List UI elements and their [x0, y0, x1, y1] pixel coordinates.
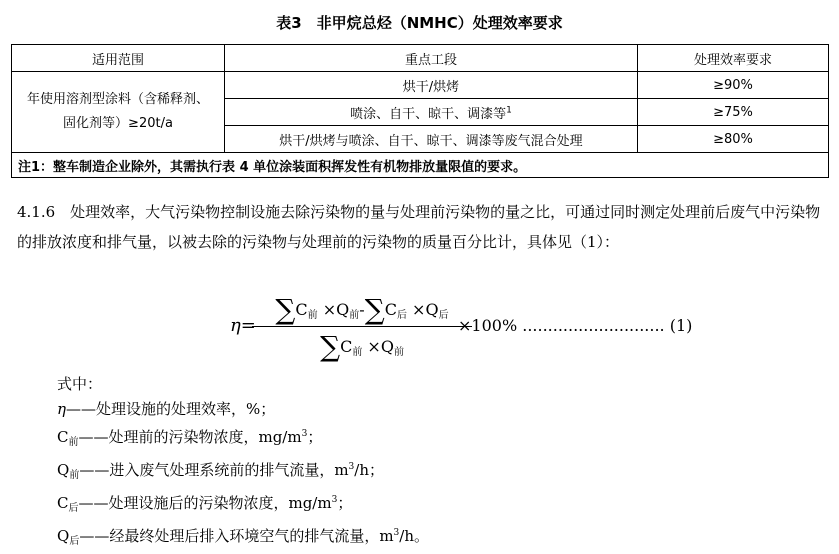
table-row [12, 72, 829, 99]
times-symbol: × [367, 337, 381, 356]
efficiency-cell: ≥90% [638, 72, 829, 99]
header-process: 重点工段 [225, 45, 638, 72]
process-cell: 烘干/烘烤 [225, 72, 638, 99]
definition-item [57, 455, 429, 488]
efficiency-cell: ≥80% [638, 126, 829, 153]
def-text: ——处理设施后的污染物浓度，mg/m [78, 494, 332, 512]
sub-before: 前 [349, 310, 360, 321]
def-end: ； [307, 428, 323, 446]
sub-before: 前 [307, 310, 318, 321]
efficiency-formula [230, 290, 830, 363]
definition-item [57, 397, 429, 422]
symbol-definitions [57, 372, 429, 554]
def-symbol: Q [57, 527, 70, 545]
def-end: ； [337, 494, 353, 512]
formula-numerator [252, 293, 472, 326]
clause-4-1-6: 4.1.6 处理效率，大气污染物控制设施去除污染物的量与处理前污染物的量之比，可通过同时测定处理前后废气中污染物的排放浓度和排气量，以被去除的污染物与处理前的污染物的质量百分比计，具体见（1）： [17, 203, 821, 251]
def-text: ——处理设施的处理效率，%； [66, 400, 276, 418]
times-symbol: × [412, 300, 426, 319]
header-scope: 适用范围 [12, 45, 225, 72]
def-superscript: 3 [331, 495, 338, 505]
process-cell [225, 99, 638, 126]
c-symbol: C [340, 337, 353, 356]
def-end: /h。 [399, 527, 429, 545]
table-note-row [12, 153, 829, 178]
def-superscript: 3 [393, 528, 400, 538]
q-symbol: Q [380, 337, 394, 356]
definition-item [57, 488, 429, 521]
sigma-symbol: ∑ [275, 293, 296, 326]
sigma-symbol: ∑ [320, 330, 341, 363]
scope-line-2: 固化剂等）≥20t/a [63, 116, 173, 131]
formula-denominator [252, 330, 472, 363]
times-symbol: × [322, 300, 337, 319]
process-text: 喷涂、自干、晾干、调漆等 [350, 106, 507, 122]
table-title: 表3 非甲烷总烃（NMHC）处理效率要求 [276, 14, 563, 32]
scope-line-1: 年使用溶剂型涂料（含稀释剂、 [26, 92, 209, 107]
sub-after: 后 [396, 310, 407, 321]
definition-item [57, 422, 429, 455]
def-subscript: 前 [68, 437, 79, 448]
q-symbol: Q [425, 300, 439, 319]
formula-tail: ×100% ............................ (1) [458, 316, 693, 335]
defs-heading: 式中： [57, 375, 103, 393]
def-superscript: 3 [301, 429, 308, 439]
footnote-marker: 1 [506, 105, 512, 116]
def-subscript: 后 [68, 503, 79, 514]
table-note: 注1：整车制造企业除外，其需执行表 4 单位涂装面积挥发性有机物排放量限值的要求。 [12, 153, 829, 178]
definition-item [57, 521, 429, 554]
sub-before: 前 [352, 347, 363, 358]
def-symbol: C [57, 494, 69, 512]
efficiency-cell: ≥75% [638, 99, 829, 126]
efficiency-table [11, 44, 829, 178]
def-text: ——经最终处理后排入环境空气的排气流量，m [79, 527, 394, 545]
c-symbol: C [295, 300, 308, 319]
sub-after: 后 [438, 310, 449, 321]
def-text: ——处理前的污染物浓度，mg/m [78, 428, 302, 446]
header-efficiency: 处理效率要求 [638, 45, 829, 72]
q-symbol: Q [336, 300, 350, 319]
c-symbol: C [384, 300, 397, 319]
def-text: ——进入废气处理系统前的排气流量，m [79, 461, 349, 479]
sigma-symbol: ∑ [364, 293, 385, 326]
process-cell: 烘干/烘烤与喷涂、自干、晾干、调漆等废气混合处理 [225, 126, 638, 153]
def-subscript: 后 [69, 536, 80, 547]
def-subscript: 前 [69, 470, 80, 481]
def-symbol: Q [57, 461, 70, 479]
minus-symbol: - [359, 300, 365, 319]
table-header-row [12, 45, 829, 72]
formula-lhs: η= [230, 315, 256, 336]
def-symbol: η [57, 400, 66, 418]
scope-cell [12, 72, 225, 153]
def-end: /h； [354, 461, 384, 479]
def-symbol: C [57, 428, 69, 446]
def-superscript: 3 [348, 462, 355, 472]
sub-before: 前 [393, 347, 404, 358]
fraction-bar [252, 326, 472, 327]
